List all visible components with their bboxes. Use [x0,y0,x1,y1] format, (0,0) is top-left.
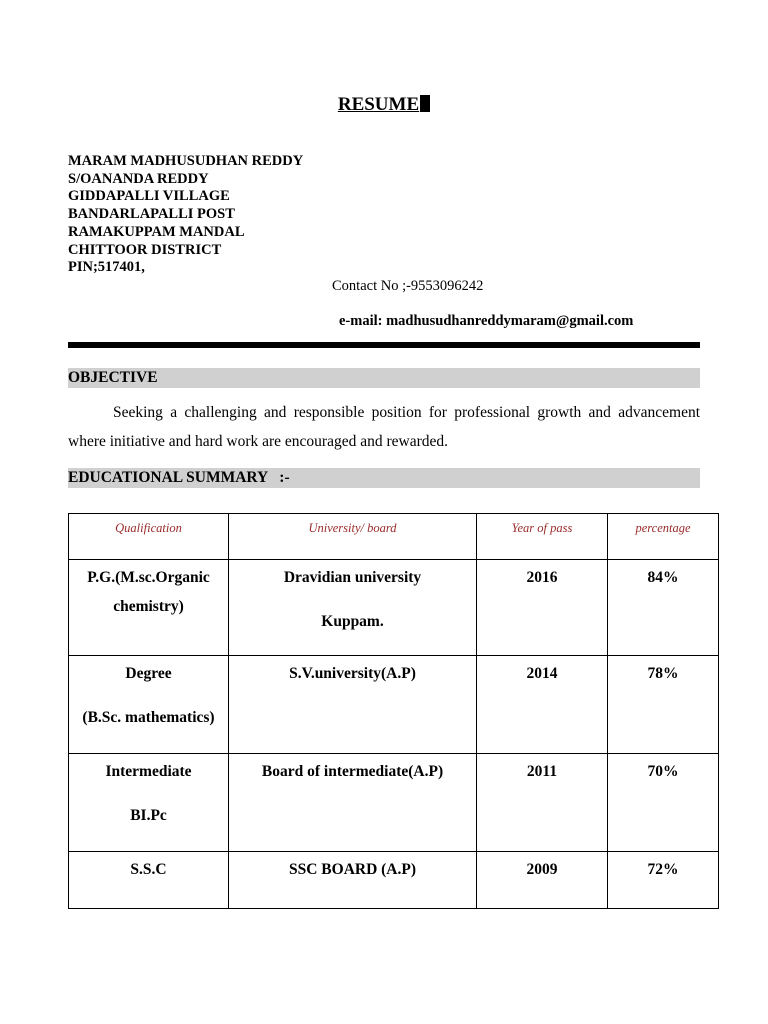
year-cell: 2011 [477,754,608,852]
percentage-cell: 84% [608,560,719,656]
objective-text: Seeking a challenging and responsible position for professional growth and advancement where initiative and hard work are encouraged and rewarded. [68,404,700,450]
board-cell [229,754,477,852]
year-cell: 2009 [477,852,608,909]
address-line: BANDARLAPALLI POST [68,206,235,223]
address-line: S/OANANDA REDDY [68,170,209,187]
cell-text: Board of intermediate(A.P) [261,763,444,780]
board-cell [229,852,477,909]
table-row [69,754,719,852]
column-header: University/ board [229,514,477,560]
address-line: CHITTOOR DISTRICT [68,241,222,258]
cell-text: BI.Pc [130,807,167,824]
column-header: Year of pass [477,514,608,560]
address-line: MARAM MADHUSUDHAN REDDY [68,153,304,169]
qualification-cell [69,656,229,754]
percentage-cell: 78% [608,656,719,754]
table-row [69,560,719,656]
education-heading: EDUCATIONAL SUMMARY :- [68,468,700,488]
objective-heading: OBJECTIVE [68,368,700,388]
qualification-cell [69,852,229,909]
board-cell [229,560,477,656]
year-cell: 2014 [477,656,608,754]
email-address: e-mail: madhusudhanreddymaram@gmail.com [339,313,634,329]
cell-text: Kuppam. [321,613,384,630]
cell-text: Dravidian university [283,569,422,586]
document-title [0,94,768,116]
address-line: PIN;517401, [68,259,145,276]
address-line: GIDDAPALLI VILLAGE [68,188,230,205]
cell-text: SSC BOARD (A.P) [288,861,417,878]
text-cursor [420,95,430,112]
cell-text: P.G.(M.sc.Organic [87,569,210,586]
horizontal-rule [68,342,700,348]
table-row [69,656,719,754]
address-block [68,153,303,277]
table-header-row [69,514,719,560]
cell-text: Intermediate [105,763,192,780]
percentage-cell: 72% [608,852,719,909]
address-line: RAMAKUPPAM MANDAL [68,223,245,240]
education-table [68,513,719,909]
cell-text: S.S.C [130,861,167,878]
qualification-cell [69,560,229,656]
contact-number: Contact No ;-9553096242 [332,278,484,294]
cell-text: chemistry) [113,598,184,615]
cell-text: S.V.university(A.P) [289,665,416,682]
cell-text: Degree [125,665,172,682]
year-cell: 2016 [477,560,608,656]
column-header: Qualification [69,514,229,560]
cell-text: (B.Sc. mathematics) [82,709,215,726]
table-row [69,852,719,909]
title-text: RESUME [337,94,420,115]
board-cell [229,656,477,754]
column-header: percentage [608,514,719,560]
qualification-cell [69,754,229,852]
percentage-cell: 70% [608,754,719,852]
